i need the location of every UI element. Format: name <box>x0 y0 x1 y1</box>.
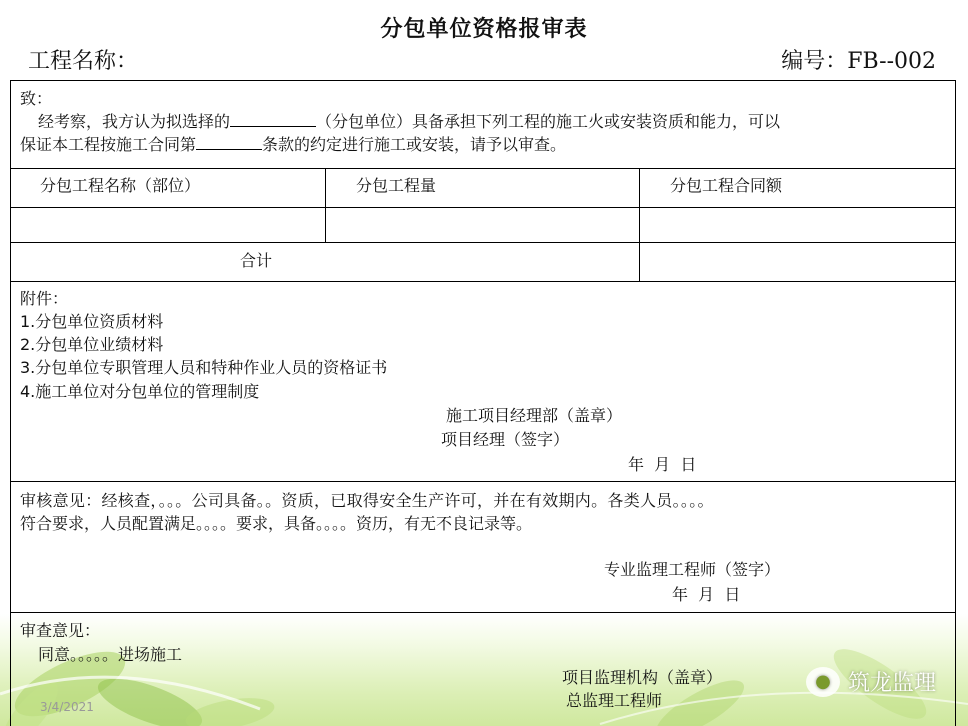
project-manager-signature-label: 项目经理（签字） <box>441 430 570 449</box>
wechat-icon: ● <box>806 667 840 697</box>
watermark-text: 筑龙监理 <box>847 671 936 696</box>
total-amount-input[interactable] <box>640 243 954 280</box>
cell-amount-input[interactable] <box>640 208 954 241</box>
total-label: 合计 <box>240 251 273 270</box>
date-label: 年 月 日 <box>672 585 741 604</box>
cell-quantity-input[interactable] <box>326 208 638 241</box>
table-border-top <box>10 80 956 81</box>
statement-line-1 <box>38 110 780 134</box>
table-border-right <box>955 80 956 726</box>
table-border-left <box>10 80 11 726</box>
column-header-name: 分包工程名称（部位） <box>40 176 201 195</box>
form-title: 分包单位资格报审表 <box>380 16 588 42</box>
attachment-item: 3.分包单位专职管理人员和特种作业人员的资格证书 <box>20 358 388 377</box>
review-opinion-line-1: 审核意见：经核查，。。。公司具备。。资质，已取得安全生产许可，并在有效期内。各类人员。。。。 <box>20 491 714 510</box>
statement-text: 条款的约定进行施工或安装，请予以审查。 <box>262 135 567 154</box>
attachment-item: 1.分包单位资质材料 <box>20 312 164 331</box>
supervisor-signature-label: 专业监理工程师（签字） <box>604 560 781 579</box>
contractor-stamp-label: 施工项目经理部（盖章） <box>446 406 623 425</box>
review-opinion-line-2: 符合要求，人员配置满足。。。。要求，具备。。。。资历，有无不良记录等。 <box>20 514 533 533</box>
watermark <box>806 666 936 697</box>
column-header-amount: 分包工程合同额 <box>670 176 783 195</box>
table-divider <box>10 168 956 169</box>
clause-blank[interactable] <box>196 133 262 150</box>
approval-heading: 审查意见： <box>20 621 101 640</box>
statement-line-2 <box>20 133 566 157</box>
attachments-heading: 附件： <box>20 289 69 308</box>
column-header-quantity: 分包工程量 <box>356 176 437 195</box>
cell-name-input[interactable] <box>11 208 324 241</box>
date-label: 年 月 日 <box>628 455 697 474</box>
statement-text: 经考察，我方认为拟选择的 <box>38 112 231 131</box>
attachment-item: 2.分包单位业绩材料 <box>20 335 164 354</box>
approval-opinion: 同意。。。。。进场施工 <box>38 645 183 664</box>
footnote-date: 3/4/2021 <box>40 700 94 714</box>
project-name-label: 工程名称： <box>28 49 139 74</box>
table-divider <box>10 612 956 613</box>
table-divider <box>10 481 956 482</box>
chief-engineer-signature-label: 总监理工程师 <box>566 691 663 710</box>
table-divider <box>10 281 956 282</box>
subcontractor-blank[interactable] <box>230 110 316 127</box>
statement-text: （分包单位）具备承担下列工程的施工火或安装资质和能力，可以 <box>316 112 781 131</box>
attachment-item: 4.施工单位对分包单位的管理制度 <box>20 382 260 401</box>
form-code: 编号：FB--002 <box>781 49 936 74</box>
supervision-org-stamp-label: 项目监理机构（盖章） <box>562 668 723 687</box>
statement-text: 保证本工程按施工合同第 <box>20 135 197 154</box>
recipient-label: 致： <box>20 89 53 108</box>
